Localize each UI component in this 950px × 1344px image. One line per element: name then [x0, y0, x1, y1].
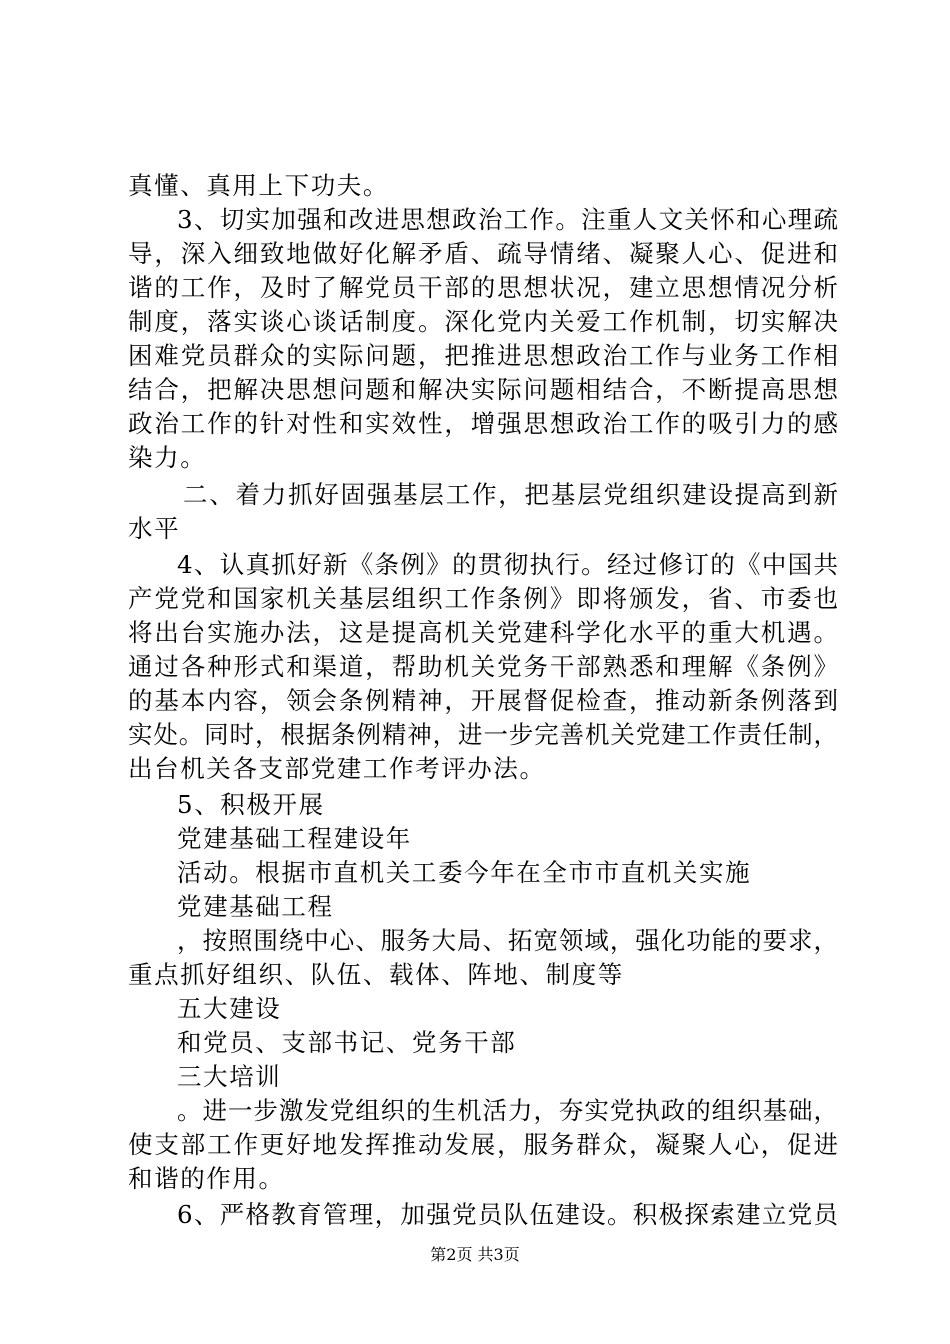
text-line: 五大建设 [177, 994, 282, 1023]
text-line: 出台机关各支部党建工作考评办法。 [128, 754, 546, 783]
text-line: 将出台实施办法，这是提高机关党建科学化水平的重大机遇。 [128, 618, 838, 647]
text-line: 和党员、支部书记、党务干部 [177, 1028, 517, 1057]
text-line: 4、认真抓好新《条例》的贯彻执行。经过修订的《中国共 [177, 550, 838, 579]
text-line: 5、积极开展 [177, 790, 325, 819]
text-line: 谐的工作，及时了解党员干部的思想状况，建立思想情况分析 [128, 273, 838, 302]
text-line: ，按照围绕中心、服务大局、拓宽领域，强化功能的要求， [177, 926, 838, 955]
text-line: 制度，落实谈心谈话制度。深化党内关爱工作机制，切实解决 [128, 307, 838, 336]
text-line: 通过各种形式和渠道，帮助机关党务干部熟悉和理解《条例》 [128, 652, 838, 681]
text-line: 活动。根据市直机关工委今年在全市市直机关实施 [177, 858, 752, 887]
text-line: 实处。同时，根据条例精神，进一步完善机关党建工作责任制， [128, 720, 838, 749]
text-line: 真懂、真用上下功夫。 [128, 171, 389, 200]
text-line: 的基本内容，领会条例精神，开展督促检查，推动新条例落到 [128, 686, 838, 715]
section-heading: 二、着力抓好固强基层工作，把基层党组织建设提高到新 [183, 480, 838, 509]
text-line: 重点抓好组织、队伍、载体、阵地、制度等 [128, 960, 624, 989]
text-line: 3、切实加强和改进思想政治工作。注重人文关怀和心理疏 [177, 205, 838, 234]
text-line: 党建基础工程 [177, 892, 334, 921]
text-line: 三大培训 [177, 1062, 282, 1091]
text-line: 结合，把解决思想问题和解决实际问题相结合，不断提高思想 [128, 375, 838, 404]
text-line: 产党党和国家机关基层组织工作条例》即将颁发，省、市委也 [128, 584, 838, 613]
text-line: 。进一步激发党组织的生机活力，夯实党执政的组织基础， [177, 1096, 838, 1125]
text-line: 染力。 [128, 443, 207, 472]
text-line: 政治工作的针对性和实效性，增强思想政治工作的吸引力的感 [128, 409, 838, 438]
text-line: 导，深入细致地做好化解矛盾、疏导情绪、凝聚人心、促进和 [128, 239, 838, 268]
text-line: 6、严格教育管理，加强党员队伍建设。积极探索建立党员 [177, 1200, 838, 1229]
section-heading-continued: 水平 [128, 514, 181, 543]
text-line: 党建基础工程建设年 [177, 824, 412, 853]
text-line: 困难党员群众的实际问题，把推进思想政治工作与业务工作相 [128, 341, 838, 370]
text-line: 和谐的作用。 [128, 1164, 285, 1193]
page-footer: 第2页 共3页 [430, 1245, 520, 1264]
text-line: 使支部工作更好地发挥推动发展，服务群众，凝聚人心，促进 [128, 1130, 838, 1159]
